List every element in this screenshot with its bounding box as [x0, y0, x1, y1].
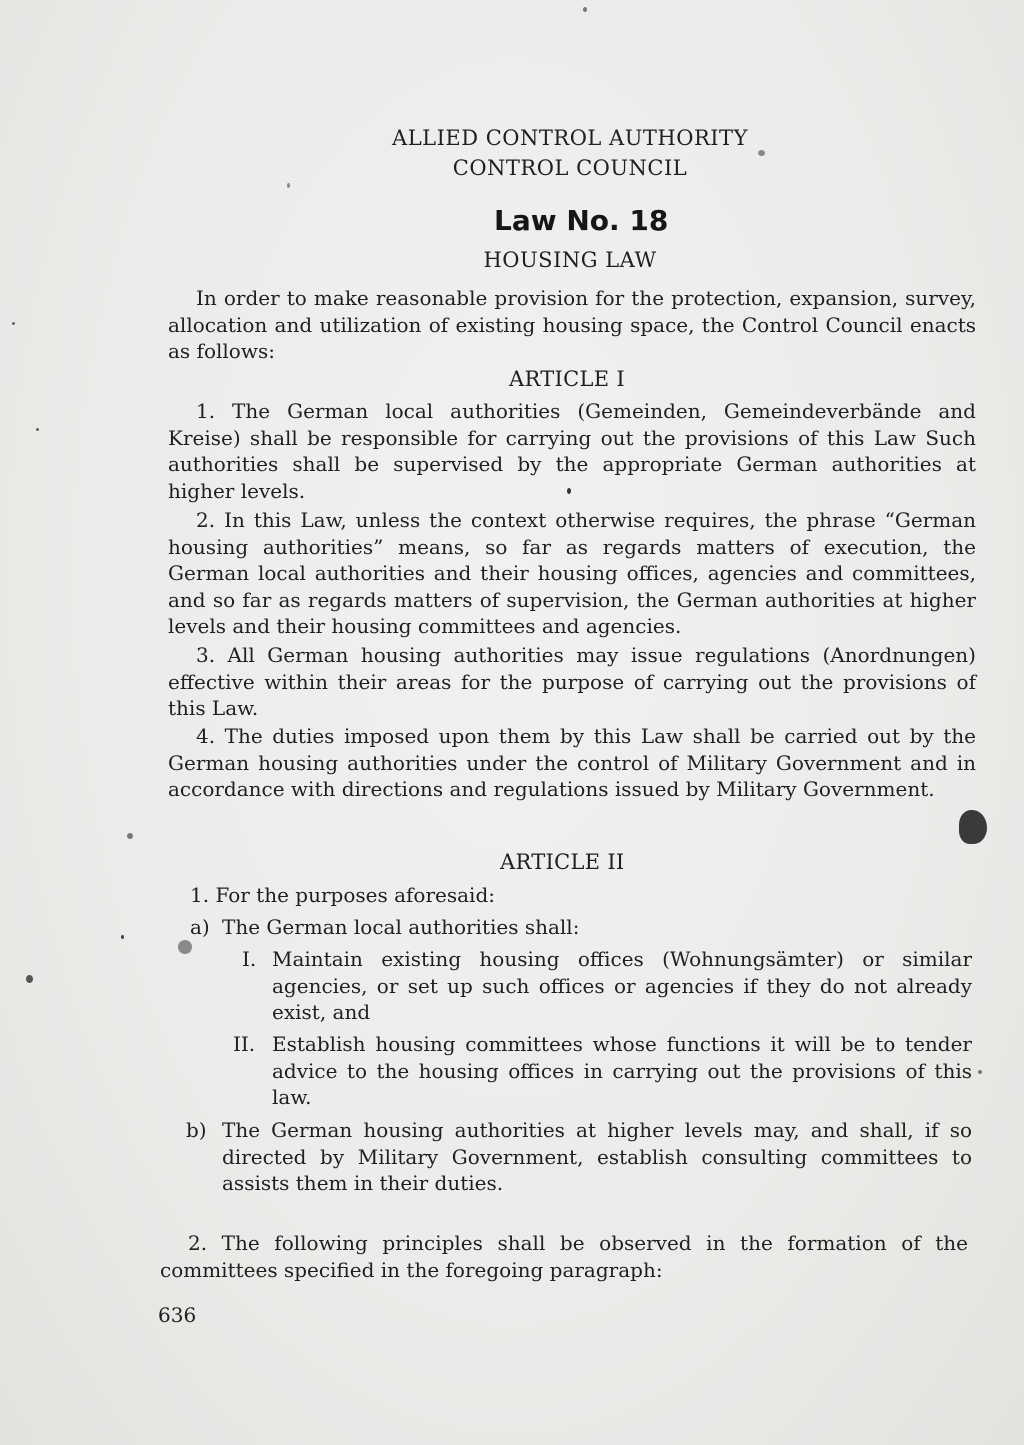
scan-speck	[127, 833, 133, 839]
council-heading: CONTROL COUNCIL	[452, 156, 688, 180]
scan-speck	[178, 940, 192, 954]
item-a-text: The German local authorities shall:	[222, 915, 580, 939]
article-1-heading: ARTICLE I	[509, 367, 625, 391]
item-a-label: a)	[190, 915, 210, 939]
scan-speck	[36, 428, 39, 431]
authority-heading: ALLIED CONTROL AUTHORITY	[392, 126, 748, 150]
scan-speck	[287, 183, 290, 188]
law-subtitle: HOUSING LAW	[483, 248, 657, 272]
preamble: In order to make reasonable provision for the protection, expansion, survey, allocation and utilization of existing housing space, the Control Council enacts as follows:	[168, 286, 976, 364]
item-a-ii-label: II.	[233, 1032, 256, 1056]
item-a-i-text: Maintain existing housing offices (Wohnungsämter) or similar agencies, or set up such offices or agencies if they do not already exist, and	[272, 947, 972, 1025]
article-1-paragraph-2: 2. In this Law, unless the context otherwise requires, the phrase “German housing authorities” means, so far as regards matters of execution, the German local authorities and their housing offices, agencies and committees, and so far as regards matters of supervision, the German authorities at higher levels and their housing committees and agencies.	[168, 508, 976, 639]
scan-speck	[978, 1070, 982, 1074]
item-a-ii-text: Establish housing committees whose functions it will be to tender advice to the housing offices in carrying out the provisions of this law.	[272, 1032, 972, 1110]
scan-speck	[959, 810, 987, 844]
article-1-paragraph-3: 3. All German housing authorities may issue regulations (Anordnungen) effective within their areas for the purpose of carrying out the provisions of this Law.	[168, 643, 976, 721]
article-1-paragraph-1: 1. The German local authorities (Gemeinden, Gemeindeverbände and Kreise) shall be responsible for carrying out the provisions of this Law Such authorities shall be supervised by the appropriate German authorities at higher levels.	[168, 399, 976, 503]
article-1-paragraph-4: 4. The duties imposed upon them by this Law shall be carried out by the German housing authorities under the control of Military Government and in accordance with directions and regulations issued by Military Government.	[168, 724, 976, 802]
article-2-paragraph-2: 2. The following principles shall be observed in the formation of the committees specified in the foregoing paragraph:	[160, 1231, 968, 1282]
article-2-heading: ARTICLE II	[500, 850, 625, 874]
page-number: 636	[158, 1303, 197, 1327]
scan-speck	[121, 935, 124, 939]
item-a-i-label: I.	[242, 947, 257, 971]
item-b-label: b)	[186, 1118, 207, 1142]
scan-speck	[583, 7, 587, 12]
article-2-paragraph-1-intro: 1. For the purposes aforesaid:	[190, 883, 495, 907]
law-title: Law No. 18	[494, 204, 669, 237]
item-b-text: The German housing authorities at higher levels may, and shall, if so directed by Military Government, establish consulting committees to assists them in their duties.	[222, 1118, 972, 1196]
scan-speck	[26, 975, 33, 983]
scan-speck	[12, 322, 15, 325]
